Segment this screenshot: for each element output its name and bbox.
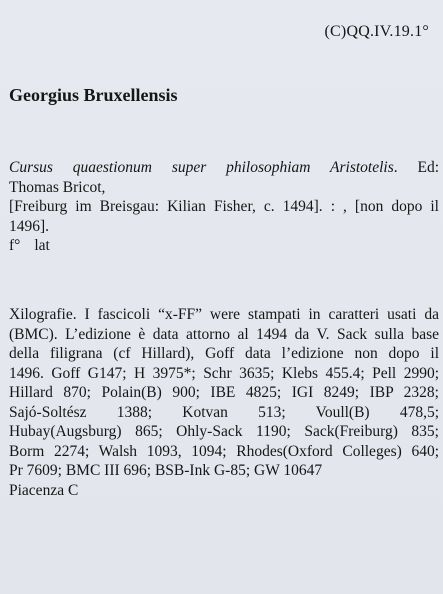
notes-line: Hubay(Augsburg) 865; Ohly-Sack 1190; Sack(Freiburg) 835; <box>9 423 439 440</box>
notes-line: 1496. Goff G147; H 3975*; Schr 3635; Klebs 455.4; Pell 2990; <box>9 364 439 382</box>
format: f° <box>9 237 21 254</box>
format-line <box>9 236 439 256</box>
language: lat <box>34 237 50 254</box>
notes-line: Pr 7609; BMC III 696; BSB-Ink G-85; GW 10647 <box>9 462 323 479</box>
imprint-line: [Freiburg im Breisgau: Kilian Fisher, c. 1494]. : , [non dopo il <box>9 198 439 215</box>
imprint-date-line: 1496]. <box>9 217 50 235</box>
notes-line: Sajó-Soltész 1388; Kotvan 513; Voull(B) 478,5; <box>9 403 439 421</box>
notes-line: della filigrana (cf Hillard), Goff data l’edizione non dopo il <box>9 345 439 362</box>
notes-line: Borm 2274; Walsh 1093, 1094; Rhodes(Oxford Colleges) 640; <box>9 442 439 460</box>
title-rest: . Ed: <box>393 159 439 176</box>
notes-line: (BMC). L’edizione è data attorno al 1494 da V. Sack sulla base <box>9 325 439 343</box>
editor-line: Thomas Bricot, <box>9 178 106 196</box>
shelfmark: (C)QQ.IV.19.1° <box>324 23 429 40</box>
notes-line: Xilografie. I fascicoli “x-FF” were stampati in caratteri usati da <box>9 306 439 323</box>
notes-block <box>9 305 439 500</box>
notes-line: Hillard 870; Polain(B) 900; IBE 4825; IGI 8249; IBP 2328; <box>9 384 439 401</box>
bibliographic-record <box>9 158 439 256</box>
author-heading: Georgius Bruxellensis <box>9 85 178 105</box>
title-line <box>9 158 439 178</box>
work-title: Cursus quaestionum super philosophiam Aristotelis <box>9 159 394 176</box>
holding-location: Piacenza C <box>9 481 79 499</box>
